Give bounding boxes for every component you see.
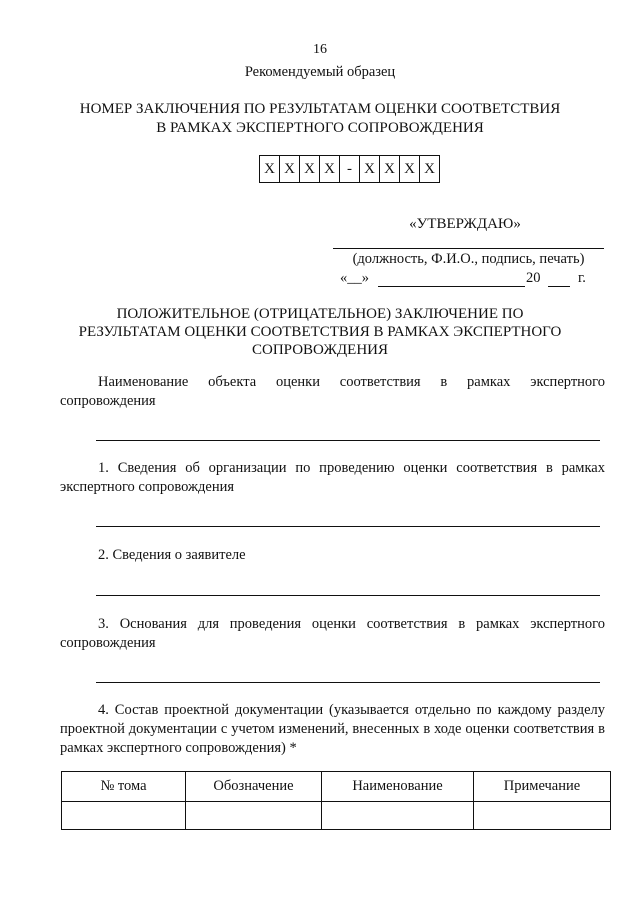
table-cell[interactable]	[62, 802, 186, 830]
number-cell: X	[280, 156, 300, 182]
section-text: 2. Сведения о заявителе	[98, 547, 246, 563]
heading-line: В РАМКАХ ЭКСПЕРТНОГО СОПРОВОЖДЕНИЯ	[156, 120, 484, 136]
heading-line: СОПРОВОЖДЕНИЯ	[252, 342, 388, 358]
section-3	[60, 615, 605, 653]
number-cell: X	[400, 156, 420, 182]
date-year-suffix: г.	[578, 270, 586, 286]
heading-line: НОМЕР ЗАКЛЮЧЕНИЯ ПО РЕЗУЛЬТАТАМ ОЦЕНКИ СООТВЕТСТВИЯ	[79, 101, 561, 117]
section-4	[60, 701, 605, 758]
date-month-line	[378, 286, 525, 287]
table-row	[62, 802, 611, 830]
section-text: Наименование объекта оценки соответствия в рамках экспертного сопровождения	[60, 374, 605, 409]
number-cell: X	[300, 156, 320, 182]
date-year-prefix: 20	[526, 270, 541, 286]
object-name-fill-line	[96, 440, 600, 441]
heading-line: РЕЗУЛЬТАТАМ ОЦЕНКИ СООТВЕТСТВИЯ В РАМКАХ ЭКСПЕРТНОГО	[78, 324, 562, 340]
section-text: 3. Основания для проведения оценки соответствия в рамках экспертного сопровождения	[60, 616, 605, 651]
column-header-volume: № тома	[62, 772, 186, 802]
approval-title: «УТВЕРЖДАЮ»	[409, 216, 521, 232]
number-separator: -	[340, 156, 360, 182]
project-documentation-table	[61, 771, 611, 830]
conclusion-heading	[0, 305, 640, 359]
heading-line: ПОЛОЖИТЕЛЬНОЕ (ОТРИЦАТЕЛЬНОЕ) ЗАКЛЮЧЕНИЕ ПО	[116, 306, 524, 322]
page-number: 16	[313, 42, 327, 57]
object-name-section	[60, 373, 605, 411]
number-cell: X	[424, 161, 435, 177]
section-3-fill-line	[96, 682, 600, 683]
section-text: 1. Сведения об организации по проведению оценки соответствия в рамках экспертного сопровождения	[60, 460, 605, 495]
section-1	[60, 459, 605, 497]
table-cell[interactable]	[186, 802, 322, 830]
section-1-fill-line	[96, 526, 600, 527]
table-cell[interactable]	[322, 802, 474, 830]
number-cell: X	[260, 156, 280, 182]
column-header-designation: Обозначение	[186, 772, 322, 802]
column-header-name: Наименование	[322, 772, 474, 802]
section-text: 4. Состав проектной документации (указывается отдельно по каждому разделу проектной документации с учетом изменений, внесенных в ходе оценки соответствия в рамках экспертного сопровождения) *	[60, 702, 605, 756]
date-year-line	[548, 286, 570, 287]
date-day-quote: «__»	[340, 270, 369, 286]
approval-date	[340, 270, 602, 290]
section-2-fill-line	[96, 595, 600, 596]
section-2	[60, 546, 605, 565]
number-cell: X	[320, 156, 340, 182]
number-cell: X	[380, 156, 400, 182]
signature-caption: (должность, Ф.И.О., подпись, печать)	[352, 251, 585, 267]
table-header-row	[62, 772, 611, 802]
number-cell: X	[360, 156, 380, 182]
conclusion-number-heading	[0, 100, 640, 138]
signature-line	[333, 248, 604, 249]
table-cell[interactable]	[474, 802, 611, 830]
sample-label: Рекомендуемый образец	[244, 64, 396, 80]
column-header-note: Примечание	[474, 772, 611, 802]
conclusion-number-template	[259, 155, 440, 183]
